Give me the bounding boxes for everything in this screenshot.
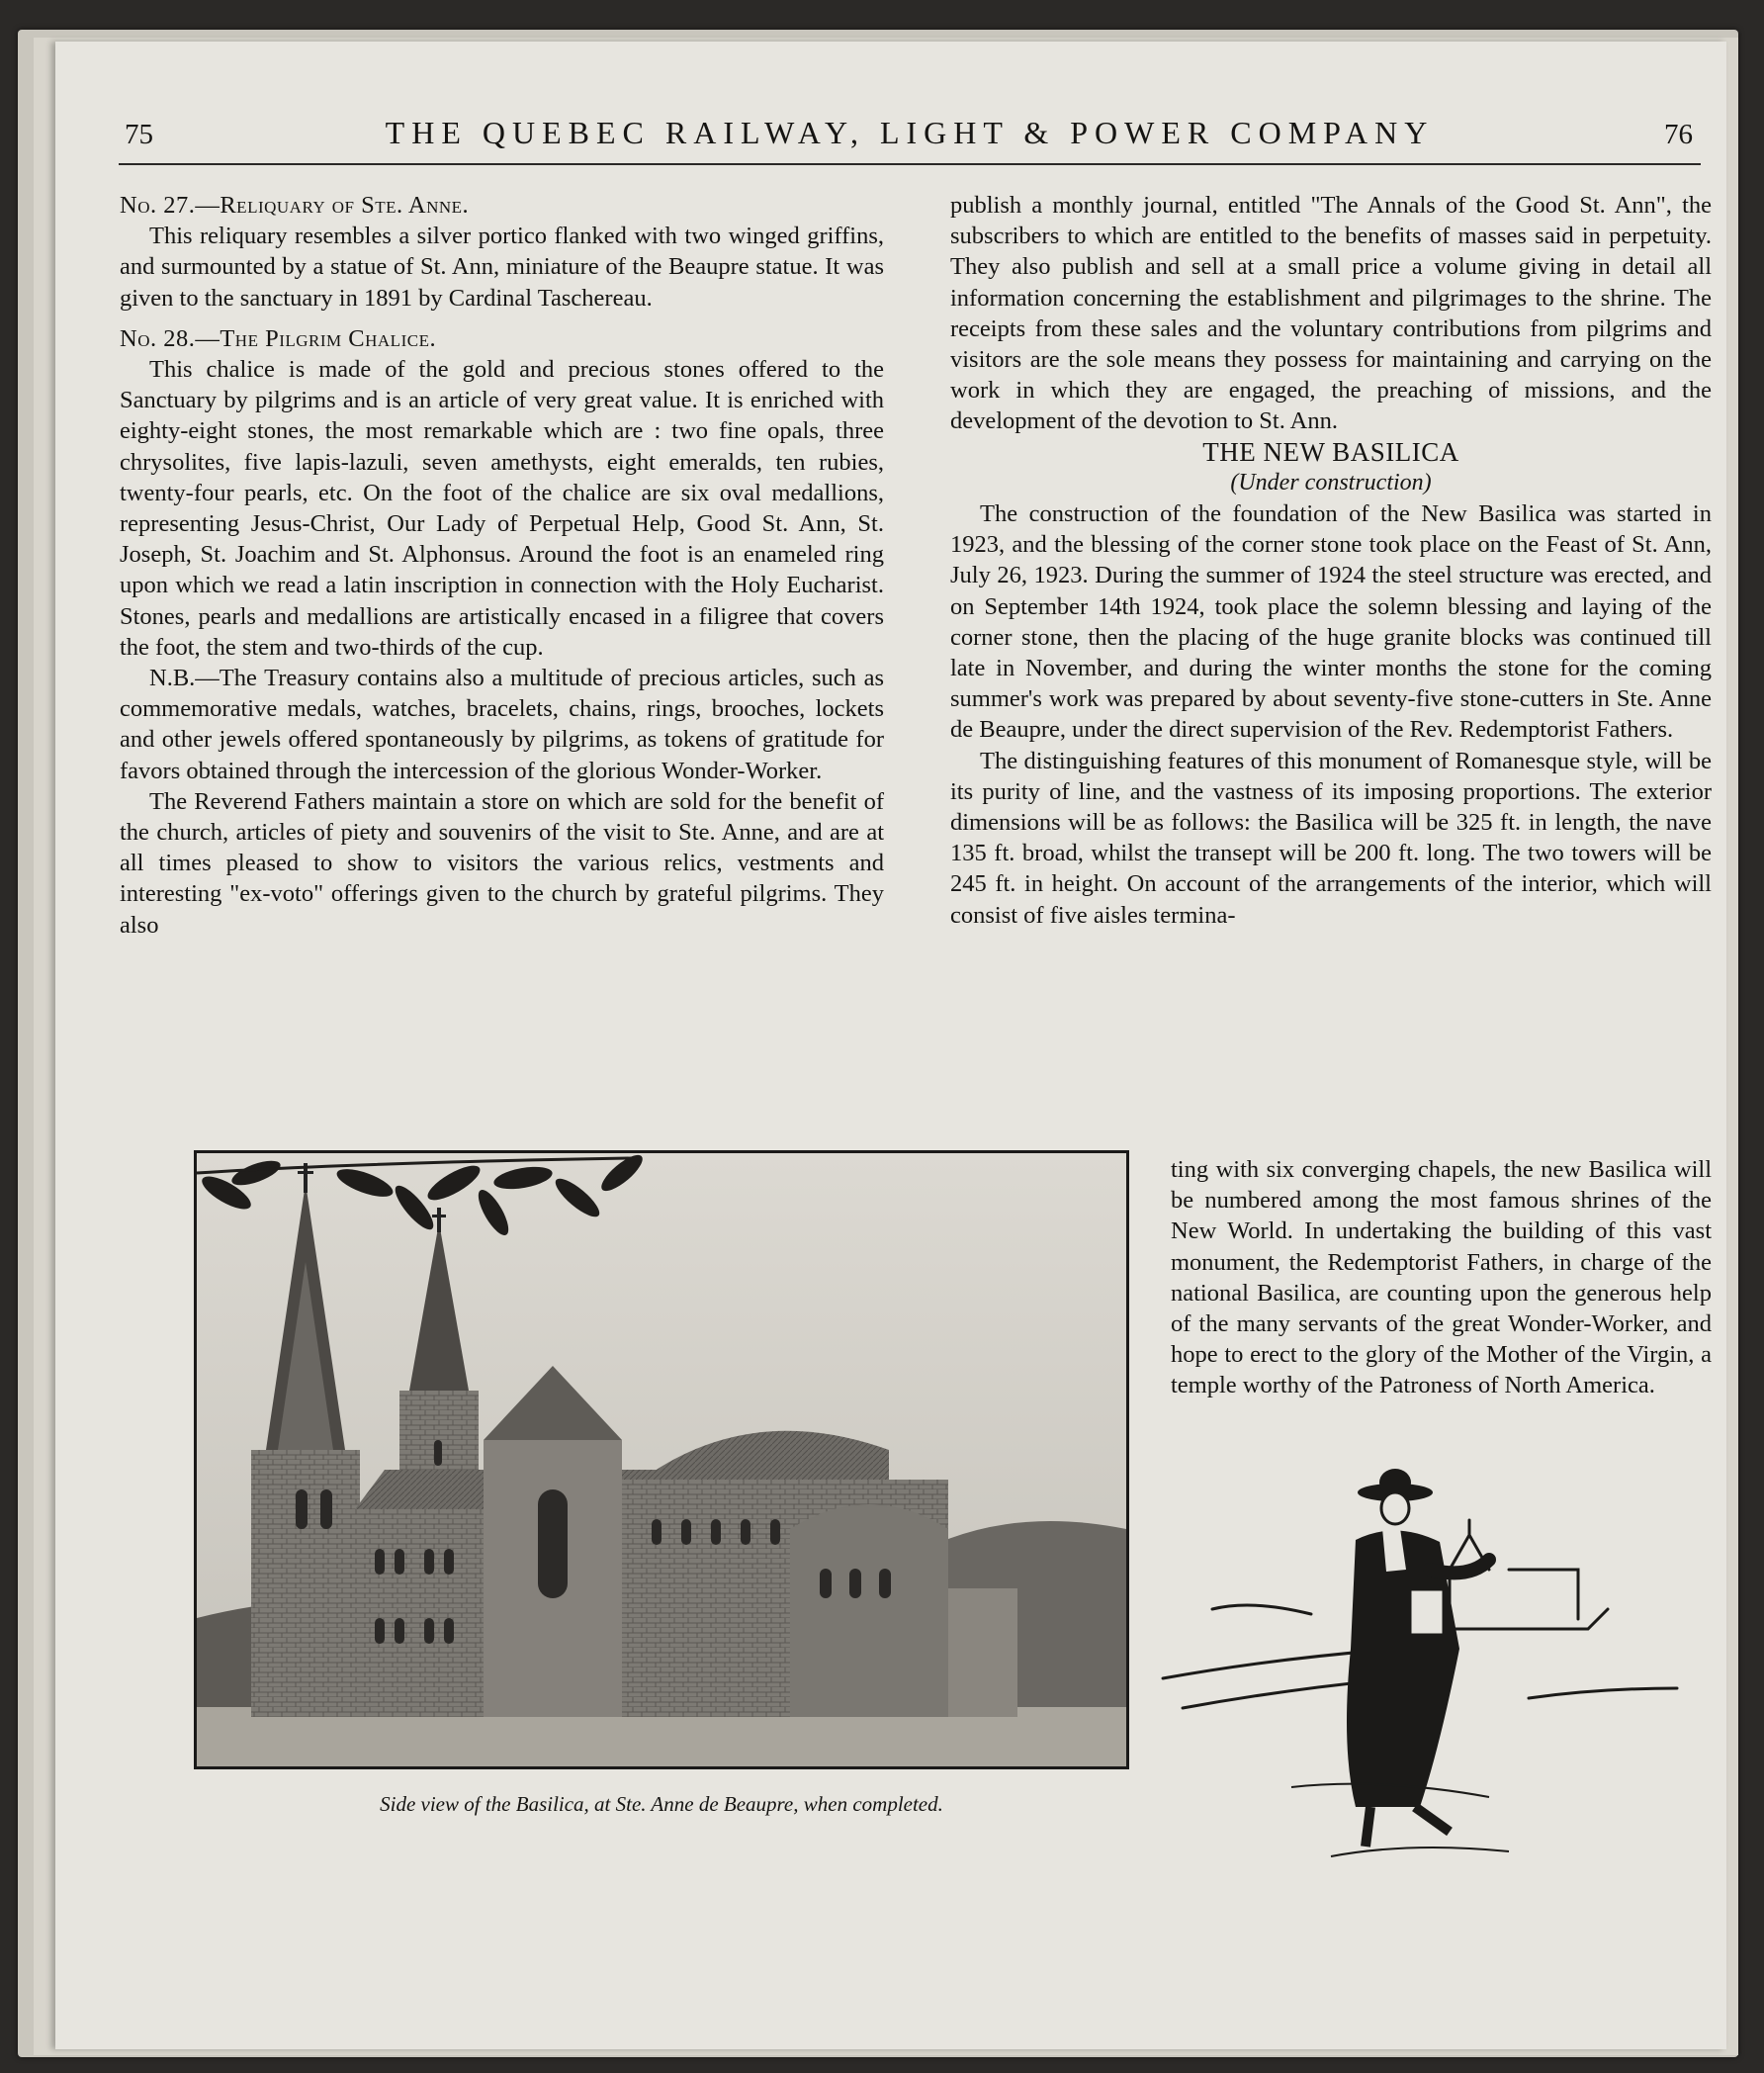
- item-27-text: This reliquary resembles a silver portico flanked with two winged griffins, and surmounted by a statue of St. Ann, miniature of the Beaupre statue. It was given to the sanctuary in 1891 by Cardinal Taschereau.: [120, 223, 884, 312]
- running-title: THE QUEBEC RAILWAY, LIGHT & POWER COMPANY: [385, 115, 1435, 150]
- photo-caption: Side view of the Basilica, at Ste. Anne de Beaupre, when completed.: [380, 1792, 943, 1816]
- nb-paragraph: N.B.—The Treasury contains also a multitude of precious articles, such as commemorative medals, watches, bracelets, chains, rings, brooches, lockets and other jewels offered spontaneously by pilgrims, as tokens of gratitude for favors obtained through the intercession of the glorious Wonder-Worker.: [120, 665, 884, 784]
- basilica-paragraph-2: The distinguishing features of this monument of Romanesque style, will be its purity of line, and the vastness of its imposing proportions. The exterior dimensions will be as follows: the Basilica will be 325 ft. in length, the nave 135 ft. broad, whilst the transept will be 200 ft. long. The two towers will be 245 ft. in height. On account of the arrangements of the interior, which will consist of five aisles termina-: [950, 747, 1712, 929]
- running-head: [119, 111, 1701, 166]
- item-28-text: This chalice is made of the gold and precious stones offered to the Sanctuary by pilgrims and is an article of very great value. It is enriched with eighty-eight stones, the most remarkable which are : two fine opals, three chrysolites, five lapis-lazuli, seven amethysts, eight emeralds, ten rubies, twenty-four pearls, etc. On the foot of the chalice are six oval medallions, representing Jesus-Christ, Our Lady of Perpetual Help, Good St. Ann, St. Joseph, St. Joachim and St. Alphonsus. Around the foot is an enameled ring upon which we read a latin inscription in connection with the Holy Eucharist. Stones, pearls and medallions are artistically encased in a filigree that covers the foot, the stem and two-thirds of the cup.: [120, 356, 884, 661]
- page-number-left: 75: [125, 119, 153, 150]
- section-title: THE NEW BASILICA: [1202, 436, 1459, 467]
- section-subtitle: (Under construction): [1230, 469, 1432, 496]
- right-column: [950, 190, 1712, 931]
- left-column: [120, 190, 884, 941]
- store-paragraph: The Reverend Fathers maintain a store on which are sold for the benefit of the church, articles of piety and souvenirs of the visit to Ste. Anne, and are at all times pleased to show to visitors the various relics, vestments and interesting "ex-voto" offerings given to the church by grateful pilgrims. They also: [120, 787, 884, 939]
- basilica-paragraph-2-continued: [1171, 1154, 1712, 1401]
- page-number-right: 76: [1664, 119, 1693, 150]
- header-rule: [119, 163, 1701, 165]
- item-28-heading: No. 28.—The Pilgrim Chalice.: [120, 324, 437, 352]
- pilgrim-sketch: [1153, 1451, 1707, 1866]
- item-27-heading: No. 27.—Reliquary of Ste. Anne.: [120, 192, 470, 219]
- basilica-photo-illustration: [197, 1153, 1126, 1766]
- basilica-paragraph-2-tail: ting with six converging chapels, the new Basilica will be numbered among the most famous shrines of the New World. In undertaking the building of this vast monument, the Redemptorist Fathers, in charge of the national Basilica, are counting upon the generous help of the many servants of the great Wonder-Worker, and hope to erect to the glory of the Mother of the Virgin, a temple worthy of the Patroness of North America.: [1171, 1156, 1712, 1399]
- pilgrim-illustration: [1153, 1451, 1707, 1866]
- book-page: [55, 42, 1726, 2049]
- basilica-paragraph-1: The construction of the foundation of the New Basilica was started in 1923, and the blessing of the corner stone took place on the Feast of St. Ann, July 26, 1923. During the summer of 1924 the steel structure was erected, and on September 14th 1924, took place the solemn blessing and laying of the corner stone, then the placing of the huge granite blocks was continued till late in November, and during the winter months the stone for the coming summer's work was prepared by about seventy-five stone-cutters in Ste. Anne de Beaupre, under the direct supervision of the Rev. Redemptorist Fathers.: [950, 500, 1712, 744]
- continuation-paragraph: publish a monthly journal, entitled "The Annals of the Good St. Ann", the subscribers to which are entitled to the benefits of masses said in perpetuity. They also publish and sell at a small price a volume giving in detail all information concerning the establishment and pilgrimages to the shrine. The receipts from these sales and the voluntary contributions from pilgrims and visitors are the sole means they possess for maintaining and carrying on the work in which they are engaged, the preaching of missions, and the development of the devotion to St. Ann.: [950, 192, 1712, 435]
- basilica-photo: [194, 1150, 1129, 1769]
